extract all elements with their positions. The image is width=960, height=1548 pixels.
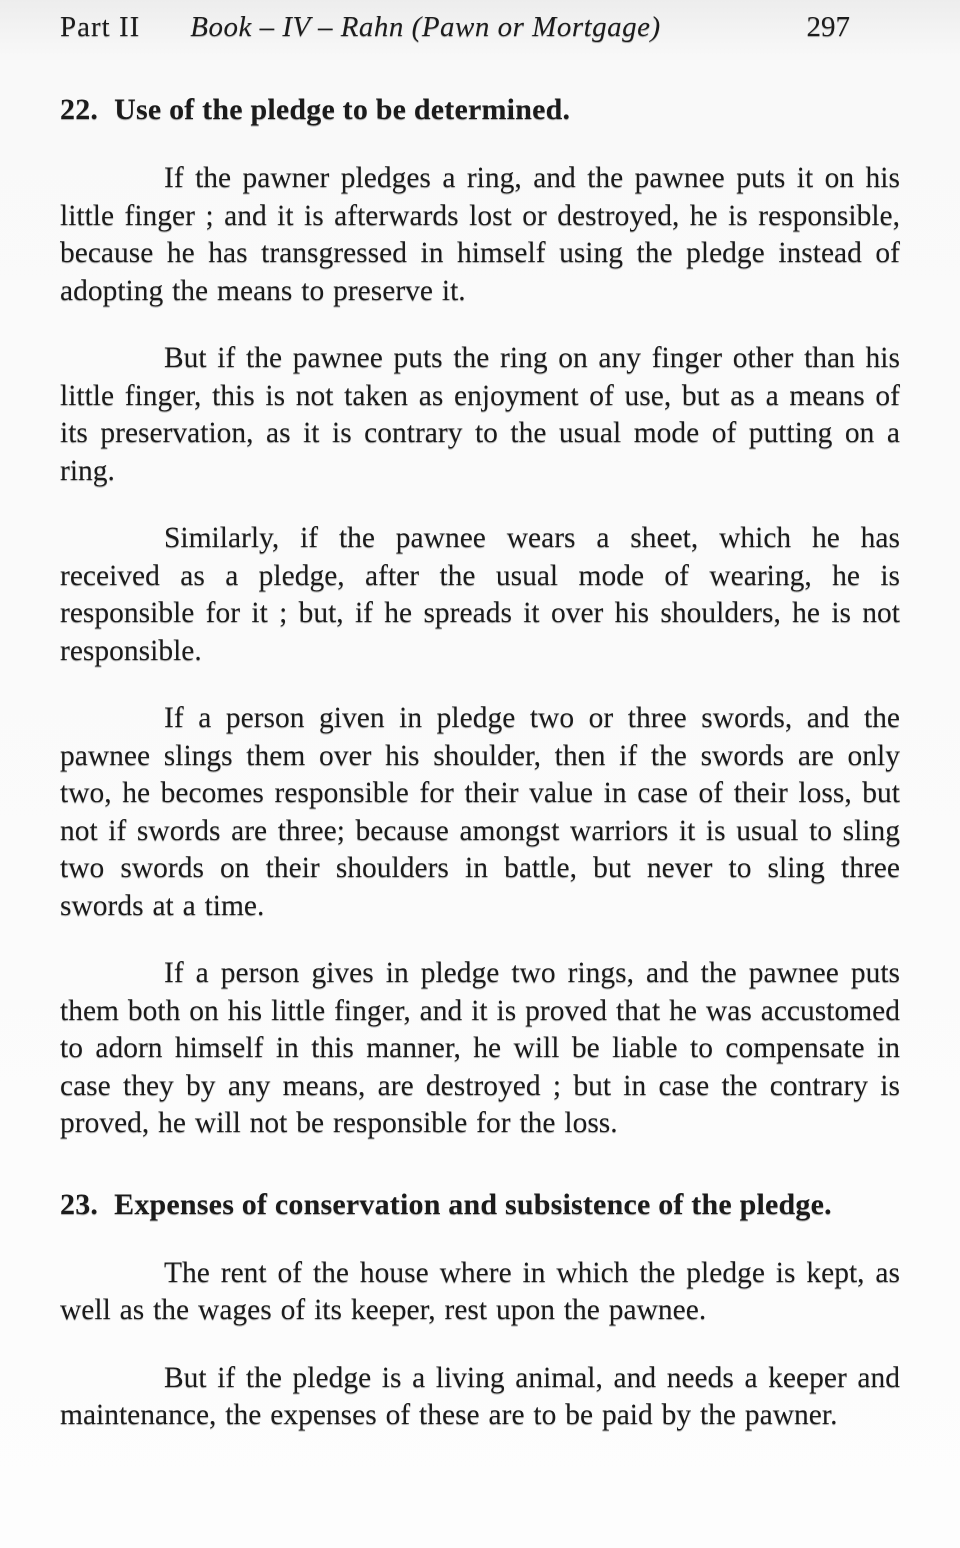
section-22-number: 22. <box>60 93 99 126</box>
paragraph: If a person given in pledge two or three swords, and the pawnee slings them over his shoulder, then if the swords are only two, he becomes responsible for their value in case of their loss, but not if swords are three; because amongst warriors it is usual to sling two swords on their shoulders in battle, but never to sling three swords at a time. <box>60 702 900 922</box>
section-23-title: Expenses of conservation and subsistence of the pledge. <box>114 1187 832 1221</box>
section-22 <box>60 90 900 1143</box>
paragraph: Similarly, if the pawnee wears a sheet, which he has received as a pledge, after the usual mode of wearing, he is responsible for it ; but, if he spreads it over his shoulders, he is not responsible. <box>60 522 900 667</box>
paragraph: The rent of the house where in which the pledge is kept, as well as the wages of its keeper, rest upon the pawnee. <box>60 1256 900 1326</box>
section-23-heading <box>60 1185 900 1225</box>
section-23-number: 23. <box>60 1187 99 1221</box>
paragraph: If a person gives in pledge two rings, and the pawnee puts them both on his little finger, and it is proved that he was accustomed to adorn himself in this manner, he will be liable to compensate in case they by any means, are destroyed ; but in case the contrary is proved, he will not be responsible for the loss. <box>60 957 900 1139</box>
page-number: 297 <box>806 11 850 43</box>
paragraph: But if the pledge is a living animal, and needs a keeper and maintenance, the expenses of these are to be paid by the pawner. <box>60 1361 900 1431</box>
paragraph: But if the pawnee puts the ring on any finger other than his little finger, this is not taken as enjoyment of use, but as a means of its preservation, as it is contrary to the usual mode of putting on a ring. <box>60 342 900 487</box>
section-23 <box>60 1185 900 1435</box>
running-header <box>60 6 900 48</box>
section-22-title: Use of the pledge to be determined. <box>114 93 571 126</box>
section-22-heading <box>60 90 900 130</box>
book-title: Book – IV – Rahn (Pawn or Mortgage) <box>190 11 661 43</box>
part-label: Part II <box>60 11 141 43</box>
paragraph: If the pawner pledges a ring, and the pawnee puts it on his little finger ; and it is afterwards lost or destroyed, he is responsible, because he has transgressed in himself using the pledge instead of adopting the means to preserve it. <box>60 162 900 307</box>
